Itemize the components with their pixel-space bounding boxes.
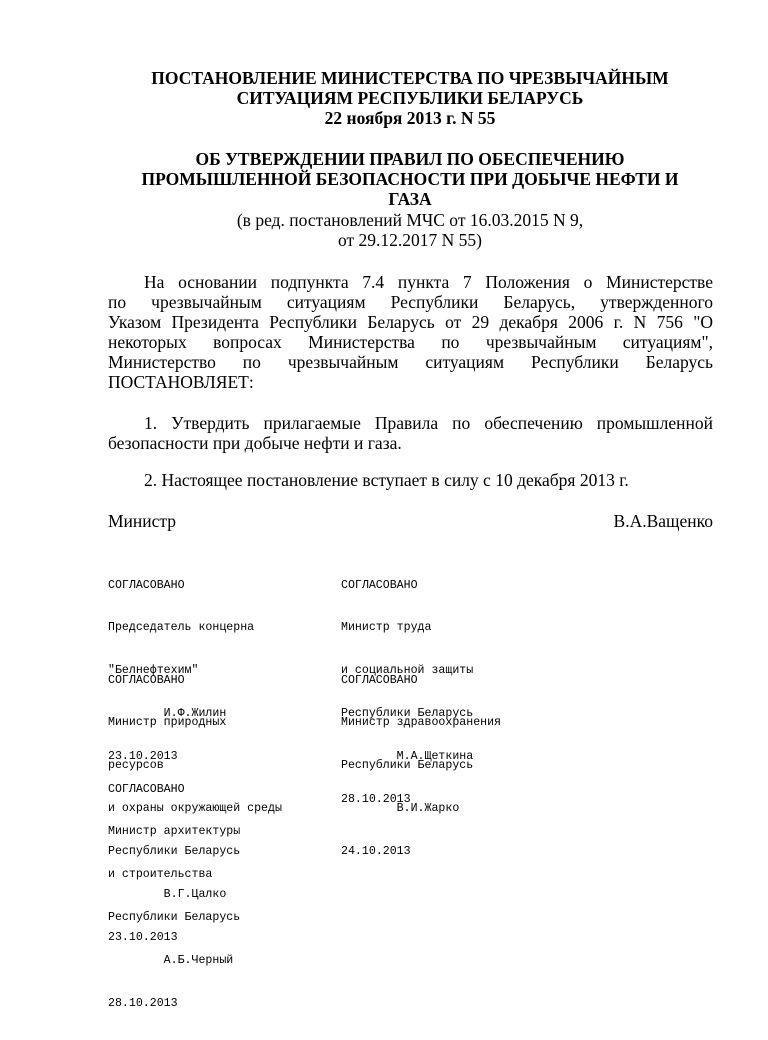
preamble-line: ПОСТАНОВЛЯЕТ:: [108, 372, 254, 392]
revision-line-1: (в ред. постановлений МЧС от 16.03.2015 N 9,: [236, 210, 584, 230]
header-line-2: СИТУАЦИЯМ РЕСПУБЛИКИ БЕЛАРУСЬ: [236, 88, 584, 108]
approval-line: Республики Беларусь: [341, 759, 474, 773]
approval-line: и строительства: [108, 868, 213, 882]
approval-line: И.Ф.Жилин: [108, 707, 227, 721]
approval-block: [108, 754, 240, 1040]
approval-line: 24.10.2013: [341, 845, 411, 859]
clause-1-line: 1. Утвердить прилагаемые Правила по обеспечению промышленной: [144, 413, 713, 433]
preamble-line: по чрезвычайным ситуациям Республики Беларусь, утвержденного: [108, 292, 713, 312]
approval-line: Республики Беларусь: [108, 911, 241, 925]
approval-line: А.Б.Черный: [108, 954, 234, 968]
approval-line: Председатель концерна: [108, 621, 255, 635]
clause-2-line: 2. Настоящее постановление вступает в силу с 10 декабря 2013 г.: [144, 470, 629, 490]
approval-line: 28.10.2013: [108, 997, 178, 1011]
approval-line: Министр труда: [341, 621, 432, 635]
header-line-1: ПОСТАНОВЛЕНИЕ МИНИСТЕРСТВА ПО ЧРЕЗВЫЧАЙНЫМ: [151, 68, 669, 88]
approval-line: Республики Беларусь: [341, 707, 474, 721]
title-line-3: ГАЗА: [388, 189, 432, 209]
approval-line: Республики Беларусь: [108, 845, 241, 859]
approval-line: 23.10.2013: [108, 750, 178, 764]
approval-line: ресурсов: [108, 759, 164, 773]
approval-line: Министр архитектуры: [108, 825, 241, 839]
approval-line: 28.10.2013: [341, 793, 411, 807]
approval-line: 23.10.2013: [108, 930, 178, 944]
approval-line: В.И.Жарко: [341, 802, 460, 816]
approval-line: "Белнефтехим": [108, 664, 199, 678]
approval-line: СОГЛАСОВАНО: [108, 673, 185, 687]
header-date-number: 22 ноября 2013 г. N 55: [324, 108, 496, 128]
preamble-paragraph: [108, 272, 713, 392]
revision-note: [100, 210, 720, 250]
approval-line: Министр природных: [108, 716, 227, 730]
signature-position: Министр: [108, 511, 177, 531]
decree-title: [100, 149, 720, 209]
revision-line-2: от 29.12.2017 N 55): [337, 230, 482, 250]
approval-line: СОГЛАСОВАНО: [108, 578, 185, 592]
approval-line: М.А.Щеткина: [341, 750, 474, 764]
title-line-2: ПРОМЫШЛЕННОЙ БЕЗОПАСНОСТИ ПРИ ДОБЫЧЕ НЕФТИ И: [141, 169, 679, 189]
preamble-line: На основании подпункта 7.4 пункта 7 Положения о Министерстве: [144, 272, 713, 292]
title-line-1: ОБ УТВЕРЖДЕНИИ ПРАВИЛ ПО ОБЕСПЕЧЕНИЮ: [195, 149, 625, 169]
approval-line: В.Г.Цалко: [108, 888, 227, 902]
approval-line: СОГЛАСОВАНО: [108, 782, 185, 796]
clause-1-line: безопасности при добыче нефти и газа.: [108, 433, 402, 453]
approval-line: СОГЛАСОВАНО: [341, 673, 418, 687]
preamble-line: Указом Президента Республики Беларусь от 29 декабря 2006 г. N 756 "О: [108, 312, 713, 332]
clause-2: [108, 470, 713, 490]
approval-line: и охраны окружающей среды: [108, 802, 282, 816]
signature-name: В.А.Ващенко: [613, 511, 713, 531]
preamble-line: некоторых вопросах Министерства по чрезвычайным ситуациям",: [108, 332, 713, 352]
clause-1: [108, 413, 713, 453]
approval-line: СОГЛАСОВАНО: [341, 578, 418, 592]
preamble-line: Министерство по чрезвычайным ситуациям Республики Беларусь: [108, 352, 713, 372]
approval-line: и социальной защиты: [341, 664, 474, 678]
approval-line: Министр здравоохранения: [341, 716, 502, 730]
decree-header: [100, 68, 720, 128]
approval-block: [341, 645, 501, 888]
